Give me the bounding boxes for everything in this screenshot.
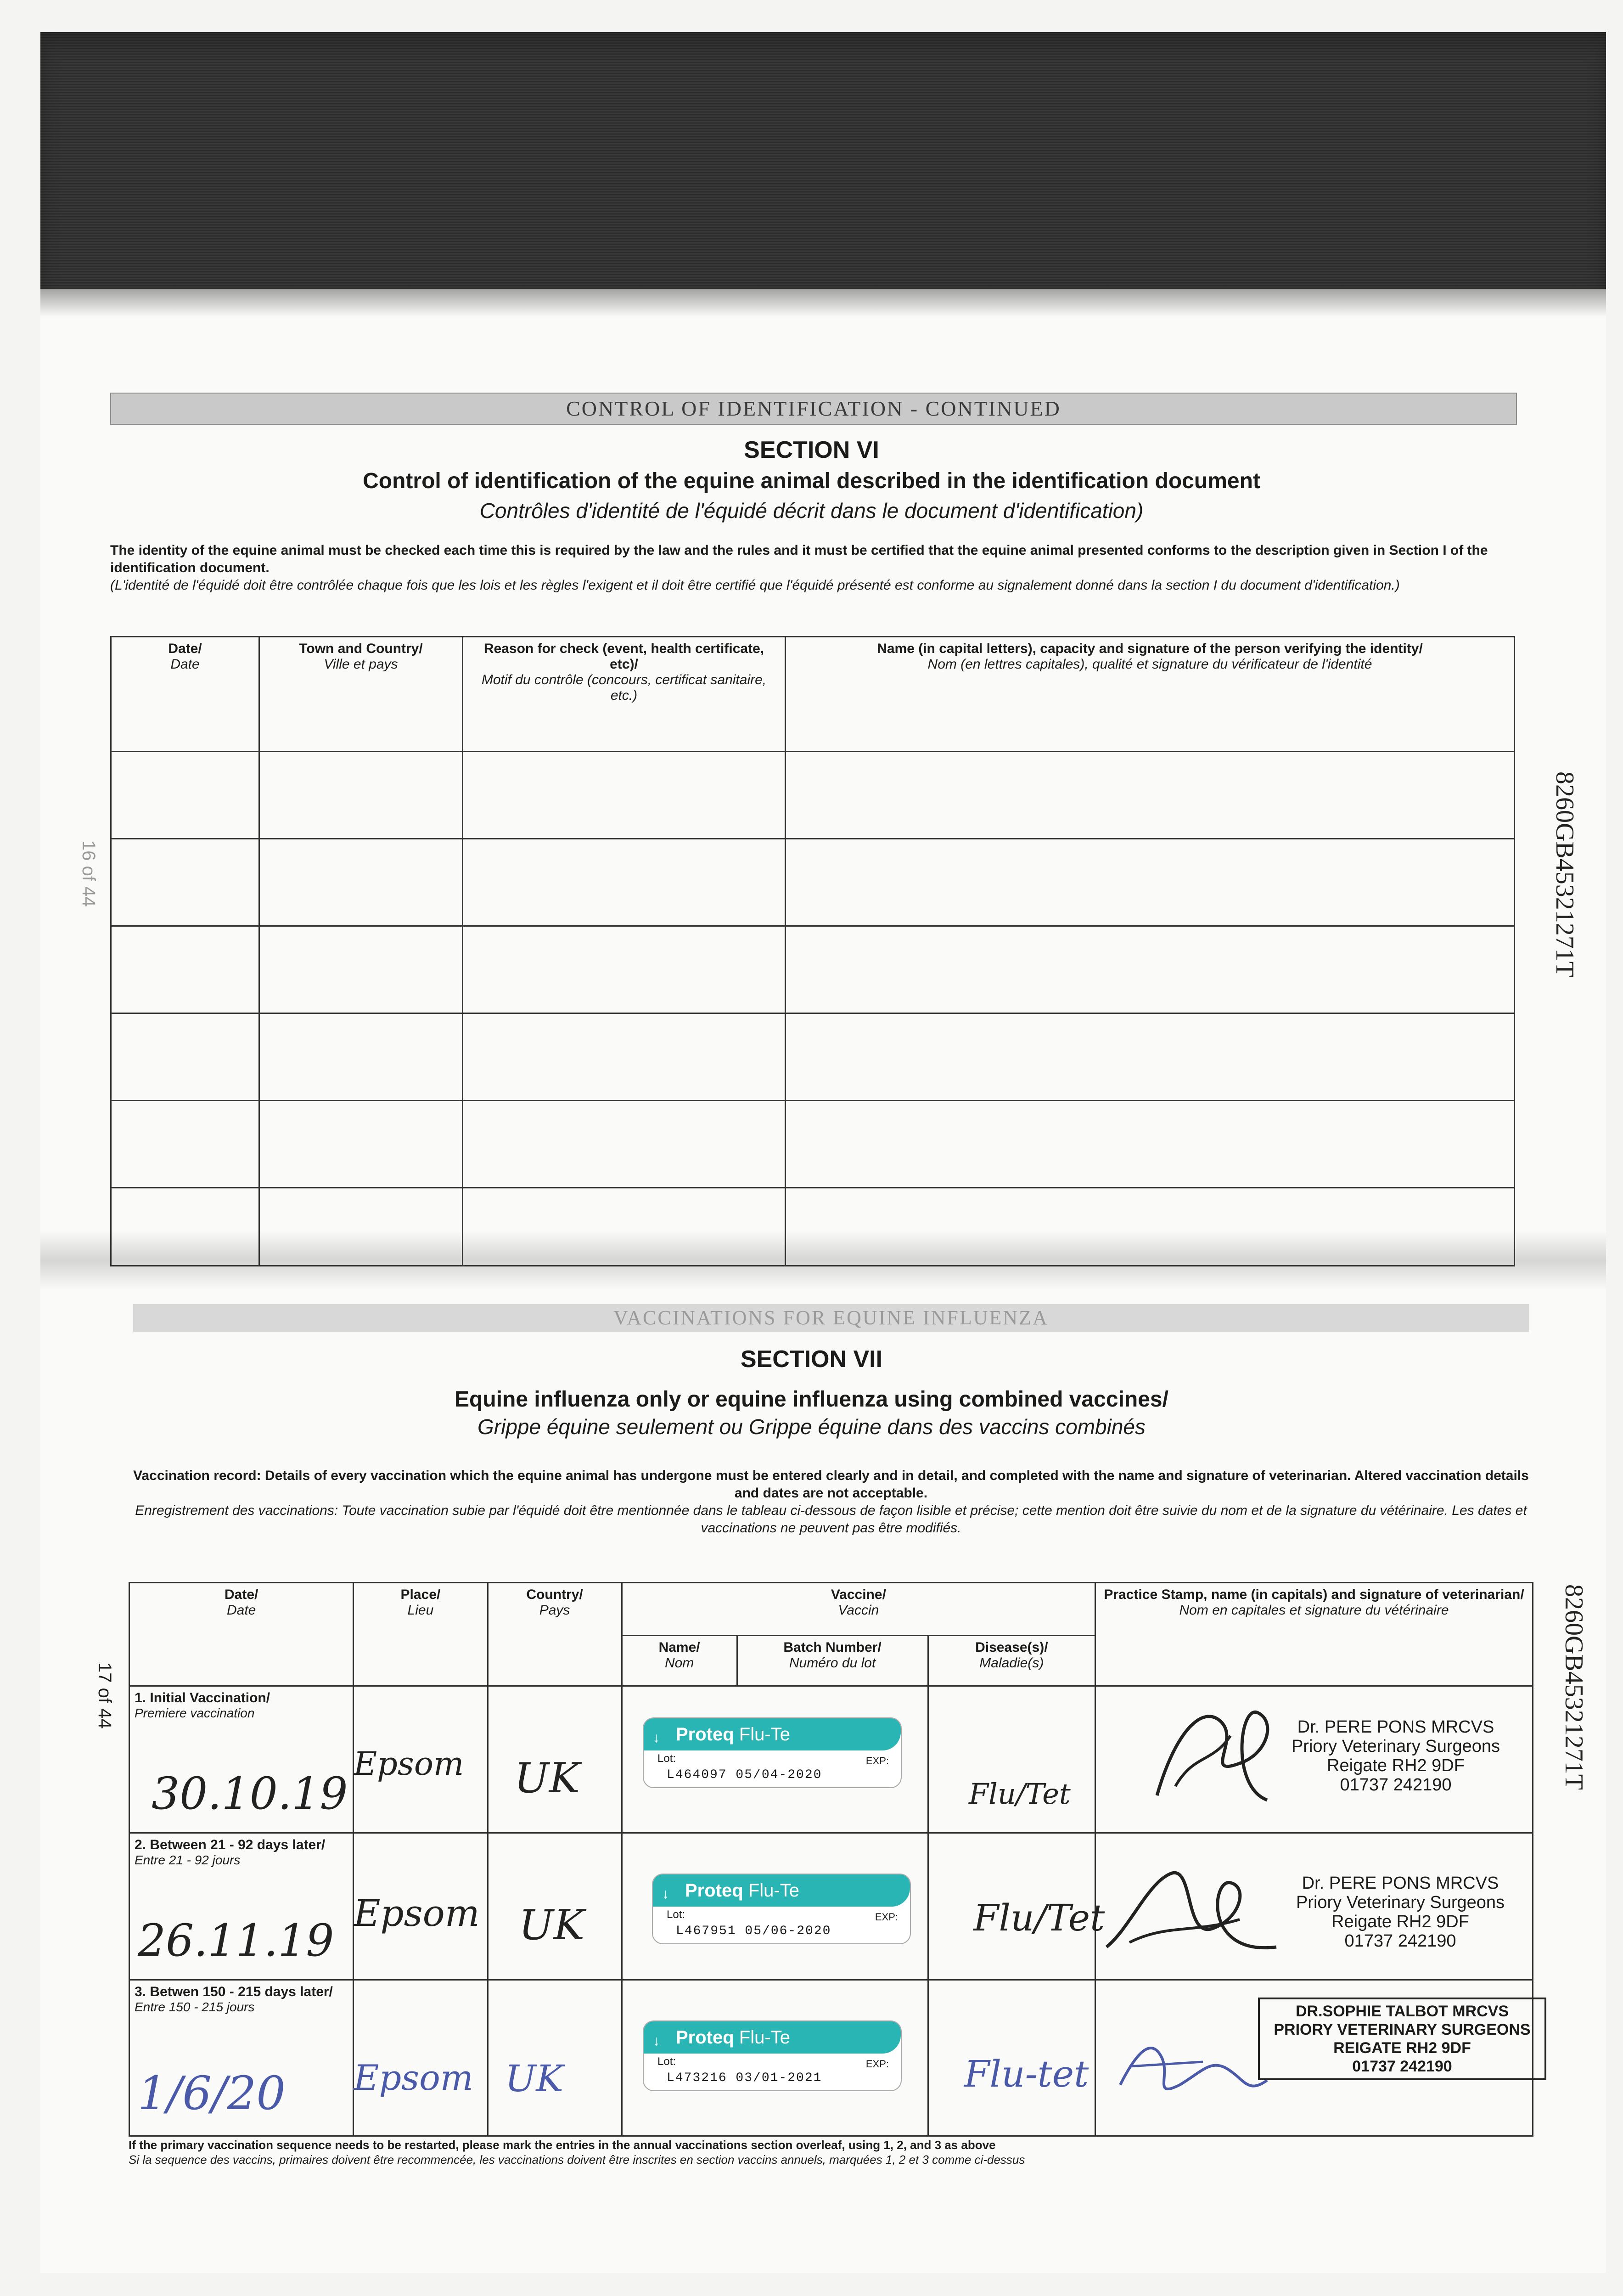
vaccine-label-2: ↓ Proteq Flu-Te Lot: EXP: L467951 05/06-2020 (652, 1874, 911, 1944)
vaccine-label-1: ↓ Proteq Flu-Te Lot: EXP: L464097 05/04-2020 (643, 1717, 902, 1788)
practice-stamp-2: Dr. PERE PONS MRCVS Priory Veterinary Surgeons Reigate RH2 9DF 01737 242190 (1296, 1874, 1505, 1951)
side-code-bottom: 8260GB45321271T (1560, 1584, 1588, 1790)
footnote-en: If the primary vaccination sequence needs to be restarted, please mark the entries in the annual vaccinations section overleaf, using 1, 2, and 3 as above (129, 2138, 996, 2152)
col-country: Country/ Pays (488, 1583, 622, 1686)
side-code-top: 8260GB45321271T (1550, 771, 1579, 977)
section6-title: Control of identification of the equine animal described in the identification document (363, 469, 1260, 493)
section6-table (110, 636, 1515, 1266)
col-disease: Disease(s)/ Maladie(s) (928, 1636, 1095, 1686)
section7-intro-fr: Enregistrement des vaccinations: Toute vaccination subie par l'équidé doit être mentionnée dans le tableau ci-dessous de façon lisible et précise; cette mention doit être suivie du nom et de la signature du vétérinaire. Les dates et vaccinations ne peuvent pas être modifiés. (135, 1503, 1527, 1536)
col-practice: Practice Stamp, name (in capitals) and signature of veterinarian/ Nom en capitales et signature du vétérinaire (1095, 1583, 1533, 1686)
row3-date: 1/6/20 (138, 2066, 286, 2120)
row1-place: Epsom (354, 1745, 464, 1783)
signature-3 (1111, 2030, 1276, 2112)
page-number-16: 16 of 44 (79, 840, 99, 907)
section7-footnote (129, 2138, 1025, 2167)
drop-icon: ↓ (653, 2033, 660, 2048)
row2-label: 2. Between 21 - 92 days later/ Entre 21 - 92 jours (129, 1833, 354, 1980)
table-row (111, 752, 1515, 839)
row2-country: UK (519, 1901, 585, 1949)
practice-stamp-1: Dr. PERE PONS MRCVS Priory Veterinary Surgeons Reigate RH2 9DF 01737 242190 (1291, 1717, 1500, 1795)
table-row (111, 839, 1515, 926)
table-row (111, 1188, 1515, 1266)
col-verifier: Name (in capital letters), capacity and signature of the person verifying the identity/ Nom (en lettres capitales), qualité et signature du vérificateur de l'identité (786, 637, 1515, 752)
row3-disease: Flu-tet (964, 2053, 1089, 2095)
drop-icon: ↓ (653, 1730, 660, 1745)
section6-intro-fr: (L'identité de l'équidé doit être contrôlée chaque fois que les lois et les règles l'exigent et il doit être certifié que l'équidé présenté est conforme au signalement donné dans la section I du document d'identification.) (110, 578, 1400, 593)
page-number-17: 17 of 44 (95, 1662, 115, 1729)
table-row (111, 1101, 1515, 1188)
col-reason: Reason for check (event, health certificate, etc)/ Motif du contrôle (concours, certificat sanitaire, etc.) (463, 637, 786, 752)
col-vaccine-name: Name/ Nom (622, 1636, 737, 1686)
row1-country: UK (514, 1754, 580, 1802)
row1-disease: Flu/Tet (969, 1777, 1071, 1811)
row3-place: Epsom (354, 2057, 473, 2098)
col-place: Place/ Lieu (354, 1583, 488, 1686)
row2-date: 26.11.19 (138, 1915, 334, 1966)
section6-heading: SECTION VI (744, 437, 879, 463)
row2-disease: Flu/Tet (973, 1896, 1105, 1939)
table-row (111, 1013, 1515, 1101)
row3-label: 3. Betwen 150 - 215 days later/ Entre 150 - 215 jours (129, 1980, 354, 2136)
vaccine-label-3: ↓ Proteq Flu-Te Lot: EXP: L473216 03/01-2021 (643, 2020, 902, 2091)
signature-2 (1093, 1855, 1286, 1975)
section7-banner: VACCINATIONS FOR EQUINE INFLUENZA (133, 1304, 1529, 1332)
row1-label: 1. Initial Vaccination/ Premiere vaccination (129, 1686, 354, 1833)
col-town: Town and Country/ Ville et pays (259, 637, 463, 752)
section6-intro (110, 542, 1515, 594)
section7-title: Equine influenza only or equine influenza using combined vaccines/ (455, 1387, 1168, 1412)
row2-place: Epsom (354, 1892, 480, 1935)
scan-shadow-top (40, 32, 1606, 289)
drop-icon: ↓ (662, 1886, 669, 1902)
col-date: Date/ Date (111, 637, 259, 752)
practice-stamp-3: DR.SOPHIE TALBOT MRCVS PRIORY VETERINARY SURGEONS REIGATE RH2 9DF 01737 242190 (1258, 1998, 1546, 2080)
col-batch: Batch Number/ Numéro du lot (737, 1636, 928, 1686)
section6-intro-en: The identity of the equine animal must be checked each time this is required by the law and the rules and it must be certified that the equine animal presented conforms to the description given in Section I of the identification document. (110, 543, 1488, 575)
section6-subtitle: Contrôles d'identité de l'équidé décrit dans le document d'identification) (479, 499, 1144, 523)
col-vaccine: Vaccine/ Vaccin (622, 1583, 1095, 1636)
row3-country: UK (505, 2057, 564, 2100)
section6-banner: CONTROL OF IDENTIFICATION - CONTINUED (110, 393, 1517, 425)
table-row (111, 926, 1515, 1013)
section7-intro-en: Vaccination record: Details of every vaccination which the equine animal has undergone must be entered clearly and in detail, and completed with the name and signature of veterinarian. Altered vaccination details and dates are not acceptable. (133, 1468, 1529, 1501)
section7-heading: SECTION VII (740, 1346, 883, 1373)
section7-intro (129, 1467, 1533, 1537)
col-date: Date/ Date (129, 1583, 354, 1686)
footnote-fr: Si la sequence des vaccins, primaires doivent être recommencée, les vaccinations doivent être inscrites en section vaccins annuels, marquées 1, 2 et 3 comme ci-dessus (129, 2153, 1025, 2167)
section7-subtitle: Grippe équine seulement ou Grippe équine dans des vaccins combinés (477, 1415, 1146, 1439)
row1-date: 30.10.19 (152, 1768, 348, 1819)
